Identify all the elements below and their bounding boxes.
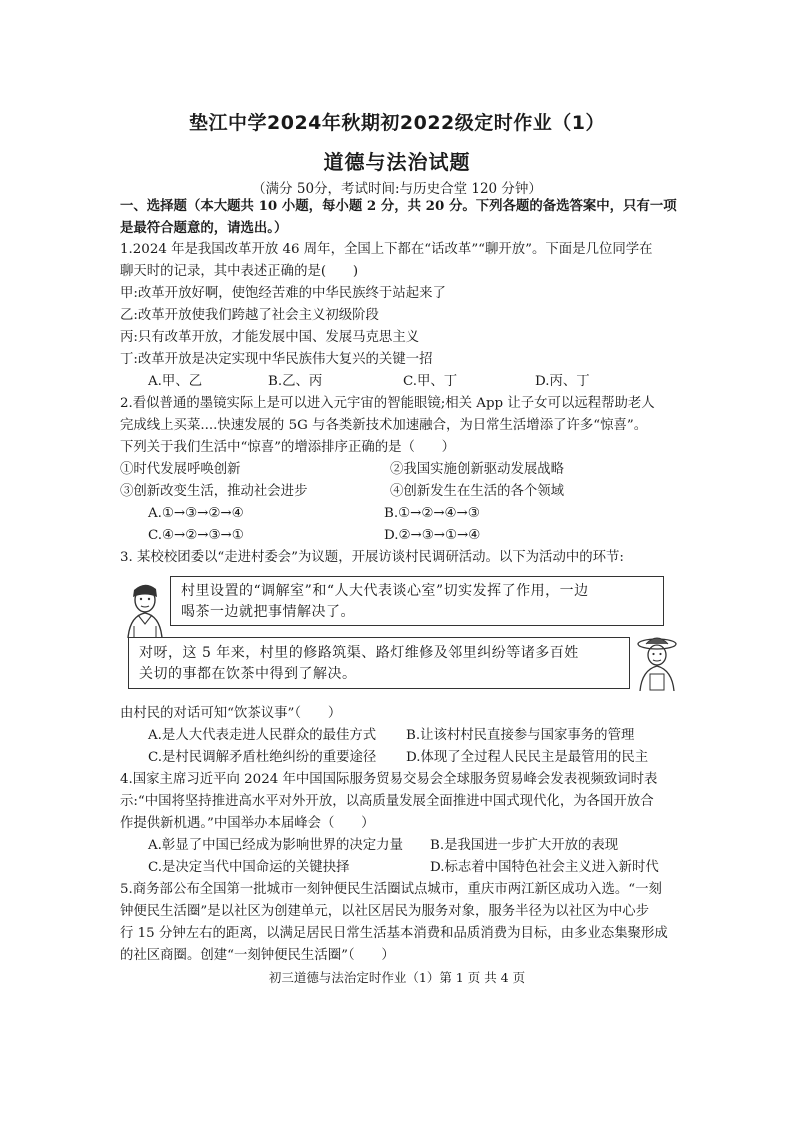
section-heading-line2: 是最符合题意的，请选出。） <box>120 220 288 236</box>
q1-option-c[interactable]: C.甲、丁 <box>403 374 458 389</box>
q4-stem-line1: 4.国家主席习近平向 2024 年中国国际服务贸易交易会全球服务贸易峰会发表视频致词时表 <box>120 772 658 787</box>
villager-woman-illustration <box>634 634 680 692</box>
dialogue-2-line2: 关切的事都在饮茶中得到了解决。 <box>139 666 357 682</box>
q2-item-1: ①时代发展呼唤创新 <box>120 462 241 477</box>
dialogue-1-line1: 村里设置的“调解室”和“人大代表谈心室”切实发挥了作用，一边 <box>181 583 589 599</box>
q2-option-b[interactable]: B.①→②→④→③ <box>384 506 480 521</box>
q4-option-c[interactable]: C.是决定当代中国命运的关键抉择 <box>148 860 350 875</box>
q5-stem-line3: 行 15 分钟左右的距离，以满足居民日常生活基本消费和品质消费为目标，由多业态集聚形成 <box>120 926 668 941</box>
q2-item-2: ②我国实施创新驱动发展战略 <box>390 462 565 477</box>
q2-stem-line1: 2.看似普通的墨镜实际上是可以进入元宇宙的智能眼镜;相关 App 让子女可以远程帮助老人 <box>120 396 655 411</box>
exam-note: （满分 50分，考试时间:与历史合堂 120 分钟） <box>252 181 542 197</box>
q2-option-d[interactable]: D.②→③→①→④ <box>384 528 481 543</box>
q2-stem-line3: 下列关于我们生活中“惊喜”的增添排序正确的是（ ） <box>120 440 456 455</box>
section-heading-line1: 一、选择题（本大题共 10 小题，每小题 2 分，共 20 分。下列各题的备选答案中，只有一项 <box>120 198 677 214</box>
q2-item-4: ④创新发生在生活的各个领域 <box>390 484 565 499</box>
q3-option-c[interactable]: C.是村民调解矛盾杜绝纠纷的重要途径 <box>148 750 377 765</box>
q3-option-d[interactable]: D.体现了全过程人民民主是最管用的民主 <box>406 750 649 765</box>
q4-stem-line2: 示:“中国将坚持推进高水平对外开放，以高质量发展全面推进中国式现代化，为各国开放合 <box>120 794 654 809</box>
q2-stem-line2: 完成线上买菜....快速发展的 5G 与各类新技术加速融合，为日常生活增添了许多“惊喜”。 <box>120 418 648 433</box>
exam-title: 垫江中学2024年秋期初2022级定时作业（1） <box>189 112 605 134</box>
q3-stem: 3. 某校校团委以“走进村委会”为议题，开展访谈村民调研活动。以下为活动中的环节: <box>120 550 624 565</box>
q1-statement-bing: 丙:只有改革开放，才能发展中国、发展马克思主义 <box>120 330 420 345</box>
dialogue-bubble-1 <box>170 576 664 626</box>
subject-title: 道德与法治试题 <box>323 150 471 174</box>
q5-stem-line1: 5.商务部公布全国第一批城市一刻钟便民生活圈试点城市，重庆市两江新区成功入选。“一刻 <box>120 882 662 897</box>
q1-statement-ding: 丁:改革开放是决定实现中华民族伟大复兴的关键一招 <box>120 352 433 367</box>
q1-option-b[interactable]: B.乙、丙 <box>268 374 323 389</box>
q4-option-a[interactable]: A.彰显了中国已经成为影响世界的决定力量 <box>148 838 403 853</box>
q4-option-d[interactable]: D.标志着中国特色社会主义进入新时代 <box>430 860 659 875</box>
dialogue-bubble-2 <box>128 637 630 689</box>
q1-statement-yi: 乙:改革开放使我们跨越了社会主义初级阶段 <box>120 308 379 323</box>
q3-option-b[interactable]: B.让该村村民直接参与国家事务的管理 <box>406 728 635 743</box>
page-footer: 初三道德与法治定时作业（1）第 1 页 共 4 页 <box>268 970 526 985</box>
q4-option-b[interactable]: B.是我国进一步扩大开放的表现 <box>430 838 619 853</box>
q2-option-a[interactable]: A.①→③→②→④ <box>148 506 244 521</box>
q4-stem-line3: 作提供新机遇。”中国举办本届峰会（ ） <box>120 816 375 831</box>
q1-stem-line1: 1.2024 年是我国改革开放 46 周年，全国上下都在“话改革”“聊开放”。下面是几位同学在 <box>120 242 653 257</box>
q1-option-d[interactable]: D.丙、丁 <box>535 374 590 389</box>
q2-item-3: ③创新改变生活，推动社会进步 <box>120 484 308 499</box>
q1-option-a[interactable]: A.甲、乙 <box>148 374 203 389</box>
q2-option-c[interactable]: C.④→②→③→① <box>148 528 244 543</box>
q1-stem-line2: 聊天时的记录，其中表述正确的是( ) <box>120 264 359 279</box>
dialogue-2-line1: 对呀，这 5 年来，村里的修路筑渠、路灯维修及邻里纠纷等诸多百姓 <box>139 645 579 661</box>
dialogue-1-line2: 喝茶一边就把事情解决了。 <box>181 604 355 620</box>
villager-man-illustration <box>120 580 170 640</box>
q5-stem-line4: 的社区商圈。创建“一刻钟便民生活圈”（ ） <box>120 948 395 963</box>
q5-stem-line2: 钟便民生活圈”是以社区为创建单元，以社区居民为服务对象，服务半径为以社区为中心步 <box>120 904 650 919</box>
q3-question: 由村民的对话可知“饮茶议事”（ ） <box>120 706 342 721</box>
q3-option-a[interactable]: A.是人大代表走进人民群众的最佳方式 <box>148 728 377 743</box>
q1-statement-jia: 甲:改革开放好啊，使饱经苦难的中华民族终于站起来了 <box>120 286 446 301</box>
